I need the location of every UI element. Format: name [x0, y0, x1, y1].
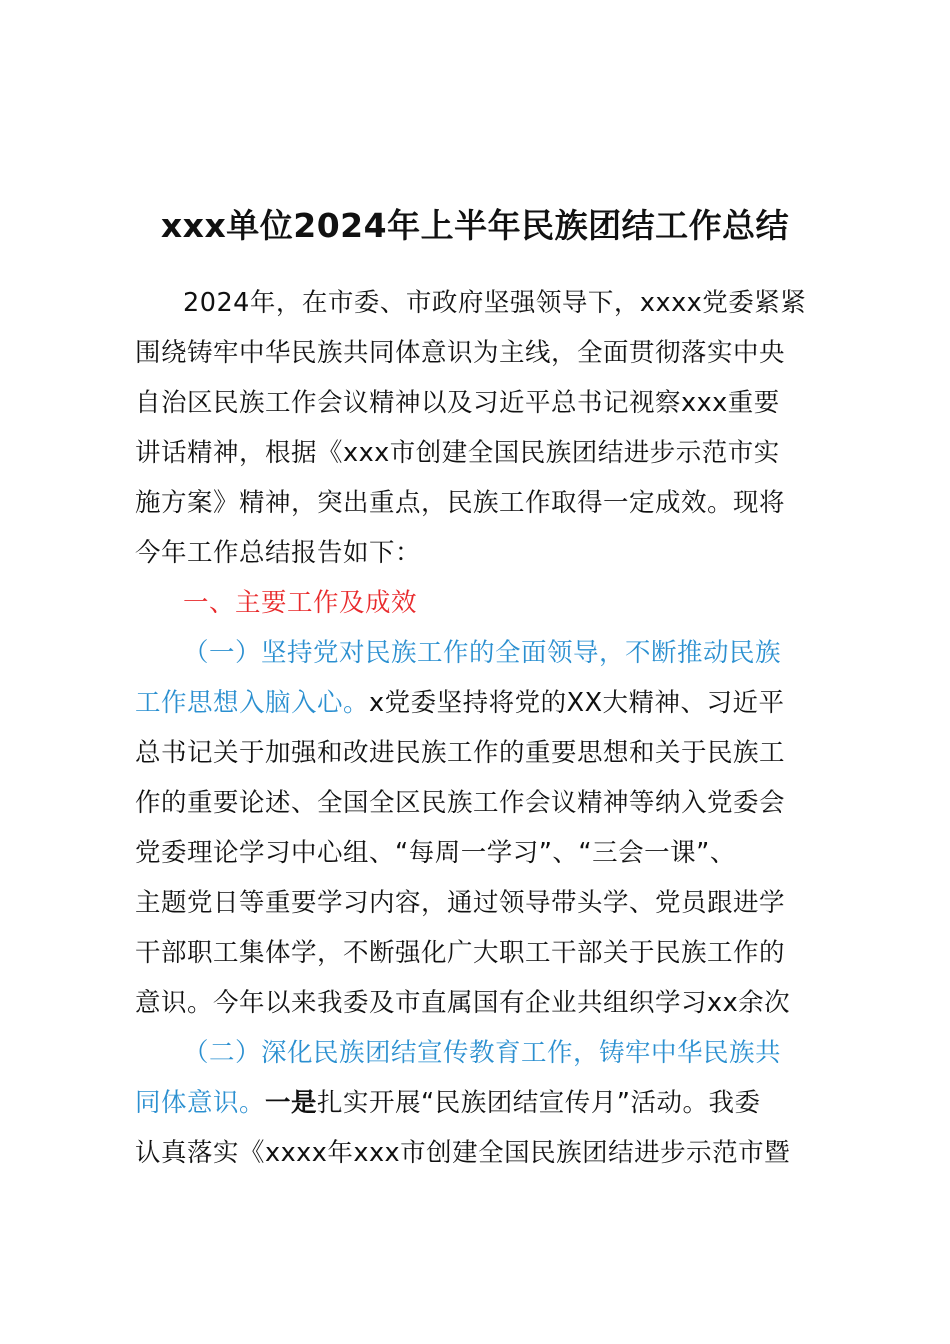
item1-body-line-4: 主题党日等重要学习内容，通过领导带头学、党员跟进学: [135, 888, 786, 918]
intro-line-6: 今年工作总结报告如下：: [135, 538, 422, 568]
intro-line-2: 围绕铸牢中华民族共同体意识为主线，全面贯彻落实中央: [135, 338, 786, 368]
intro-line-5: 施方案》精神，突出重点，民族工作取得一定成效。现将: [135, 488, 786, 518]
item1-line-2: [135, 686, 785, 720]
intro-line-3: 自治区民族工作会议精神以及习近平总书记视察xxx重要: [135, 388, 780, 418]
item1-body-line-3: 党委理论学习中心组、“每周一学习”、“三会一课”、: [135, 838, 736, 868]
document-title: xxx单位2024年上半年民族团结工作总结: [160, 206, 790, 245]
item1-body-line-1: 总书记关于加强和改进民族工作的重要思想和关于民族工: [135, 738, 786, 768]
item2-heading-line-1: （二）深化民族团结宣传教育工作，铸牢中华民族共: [183, 1038, 782, 1068]
intro-line-4: 讲话精神，根据《xxx市创建全国民族团结进步示范市实: [135, 438, 780, 468]
item1-body-line-5: 干部职工集体学，不断强化广大职工干部关于民族工作的: [135, 938, 786, 968]
item2-line-2: [135, 1086, 760, 1120]
item2-bold-lead: 一是: [265, 1088, 318, 1118]
item2-line-2-text: 扎实开展“民族团结宣传月”活动。我委: [317, 1088, 761, 1118]
item1-line-2-text: x党委坚持将党的XX大精神、习近平: [369, 688, 785, 718]
item1-heading-line-1: （一）坚持党对民族工作的全面领导，不断推动民族: [183, 638, 782, 668]
item1-body-line-2: 作的重要论述、全国全区民族工作会议精神等纳入党委会: [135, 788, 786, 818]
item1-body-line-6: 意识。今年以来我委及市直属国有企业共组织学习xx余次: [135, 988, 791, 1018]
item2-heading-line-2: 同体意识。: [135, 1088, 266, 1118]
intro-line-1: 2024年，在市委、市政府坚强领导下，xxxx党委紧紧: [183, 288, 807, 318]
item2-body-line-1: 认真落实《xxxx年xxx市创建全国民族团结进步示范市暨: [135, 1138, 791, 1168]
section-heading-1: 一、主要工作及成效: [183, 588, 418, 618]
item1-heading-line-2: 工作思想入脑入心。: [135, 688, 370, 718]
